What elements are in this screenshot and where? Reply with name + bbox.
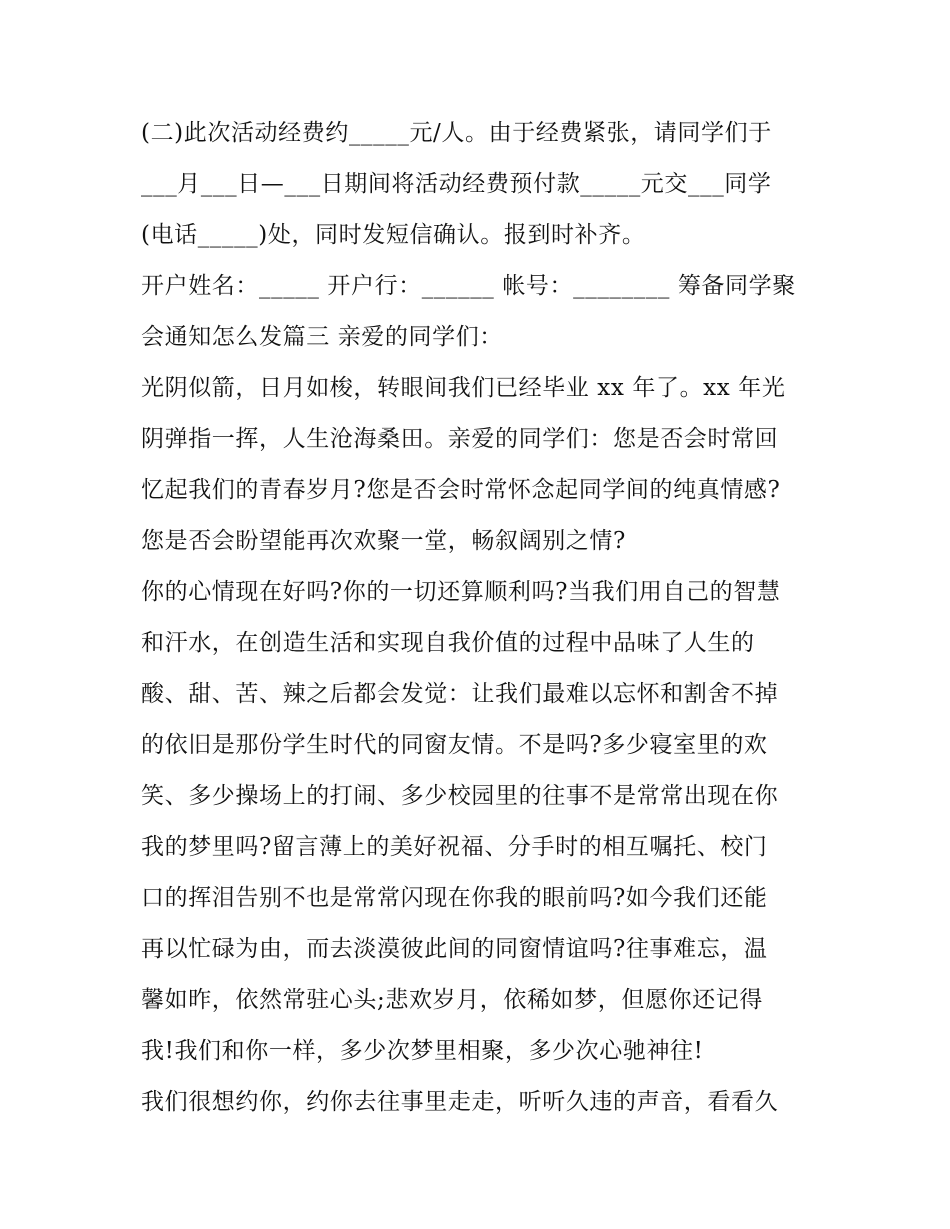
text-line: 开户姓名：_____ 开户行：______ 帐号：________ 筹备同学聚 — [141, 273, 796, 299]
text-line: 再以忙碌为由，而去淡漠彼此间的同窗情谊吗?往事难忘，温 — [141, 936, 768, 962]
text-line: 光阴似箭，日月如梭，转眼间我们已经毕业 xx 年了。xx 年光 — [141, 375, 786, 401]
text-line: 馨如昨，依然常驻心头;悲欢岁月，依稀如梦，但愿你还记得 — [141, 987, 763, 1013]
text-line: 忆起我们的青春岁月?您是否会时常怀念起同学间的纯真情感? — [141, 477, 781, 503]
text-line: 你的心情现在好吗?你的一切还算顺利吗?当我们用自己的智慧 — [141, 579, 781, 605]
text-line: 阴弹指一挥，人生沧海桑田。亲爱的同学们：您是否会时常回 — [141, 426, 779, 452]
text-line: 您是否会盼望能再次欢聚一堂，畅叙阔别之情? — [141, 528, 626, 554]
text-line: 和汗水，在创造生活和实现自我价值的过程中品味了人生的 — [141, 630, 755, 656]
text-line: (二)此次活动经费约_____元/人。由于经费紧张，请同学们于 — [141, 120, 772, 146]
text-line: 口的挥泪告别不也是常常闪现在你我的眼前吗?如今我们还能 — [141, 885, 768, 911]
text-line: 我们很想约你，约你去往事里走走，听听久违的声音，看看久 — [141, 1089, 779, 1115]
text-line: ___月___日—___日期间将活动经费预付款_____元交___同学 — [141, 171, 772, 197]
text-line: 我的梦里吗?留言薄上的美好祝福、分手时的相互嘱托、校门 — [141, 834, 768, 860]
text-line: 我!我们和你一样，多少次梦里相聚，多少次心驰神往! — [141, 1038, 704, 1064]
text-line: (电话_____)处，同时发短信确认。报到时补齐。 — [141, 222, 646, 248]
document-body — [141, 108, 821, 1128]
text-line: 酸、甜、苦、辣之后都会发觉：让我们最难以忘怀和割舍不掉 — [141, 681, 779, 707]
text-line: 笑、多少操场上的打闹、多少校园里的往事不是常常出现在你 — [141, 783, 779, 809]
text-line: 会通知怎么发篇三 亲爱的同学们： — [141, 324, 503, 350]
text-line: 的依旧是那份学生时代的同窗友情。不是吗?多少寝室里的欢 — [141, 732, 768, 758]
